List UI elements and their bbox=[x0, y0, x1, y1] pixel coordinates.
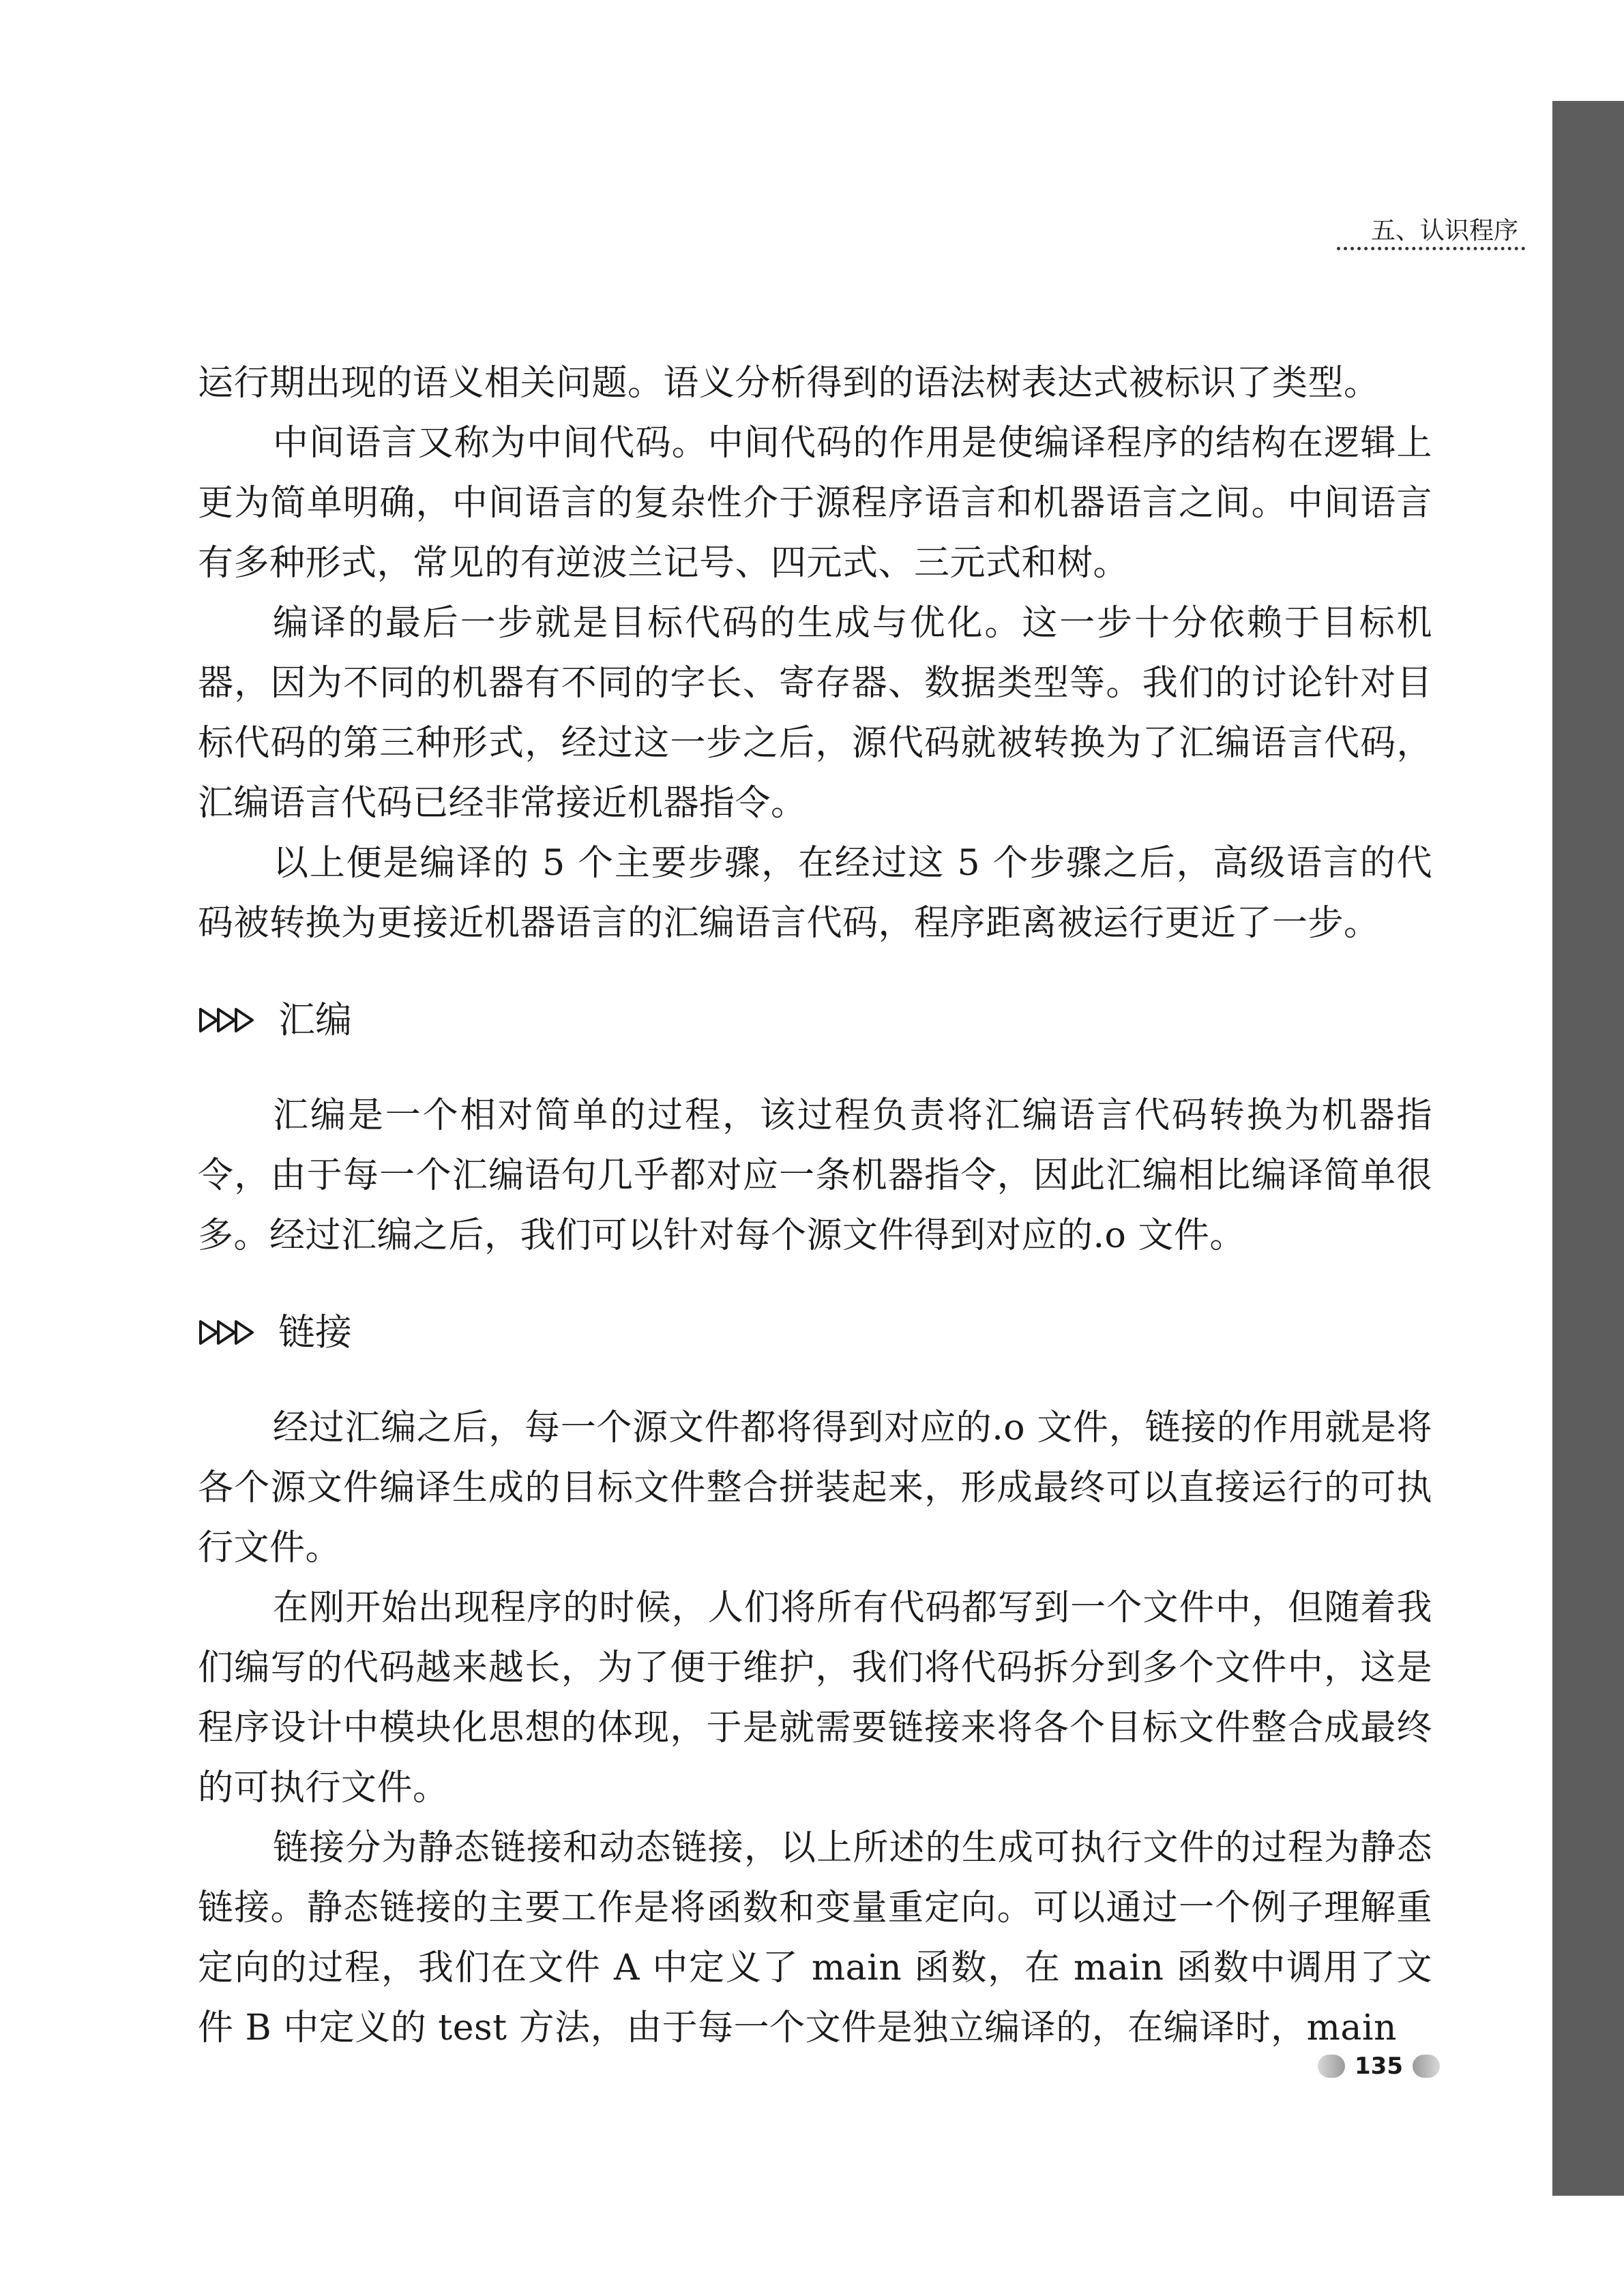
header-dotted-rule bbox=[1337, 247, 1525, 250]
section-heading-text: 链接 bbox=[278, 1311, 352, 1354]
page-number-text: 135 bbox=[1355, 2053, 1403, 2080]
chapter-header: 五、认识程序 bbox=[1370, 217, 1518, 245]
section-heading-linking bbox=[198, 1304, 1432, 1361]
paragraph: 运行期出现的语义相关问题。语义分析得到的语法树表达式被标识了类型。 bbox=[198, 363, 1380, 404]
paragraph: 链接分为静态链接和动态链接，以上所述的生成可执行文件的过程为静态链接。静态链接的主要工作是将函数和变量重定向。可以通过一个例子理解重定向的过程，我们在文件 A 中定义了 main 函数，在 main 函数中调用了文件 B 中定义的 test 方法，由于每一个文件是独立编译的，在编译时，main bbox=[198, 1828, 1432, 2048]
section-heading-assembly bbox=[198, 992, 1432, 1049]
page-number-left-pill-icon bbox=[1318, 2055, 1345, 2078]
paragraph: 以上便是编译的 5 个主要步骤，在经过这 5 个步骤之后，高级语言的代码被转换为更接近机器语言的汇编语言代码，程序距离被运行更近了一步。 bbox=[198, 843, 1432, 944]
page-number-right-pill-icon bbox=[1413, 2055, 1440, 2078]
paragraph: 在刚开始出现程序的时候，人们将所有代码都写到一个文件中，但随着我们编写的代码越来越长，为了便于维护，我们将代码拆分到多个文件中，这是程序设计中模块化思想的体现，于是就需要链接来将各个目标文件整合成最终的可执行文件。 bbox=[198, 1587, 1432, 1808]
triple-arrow-icon bbox=[198, 1319, 261, 1346]
paragraph: 汇编是一个相对简单的过程，该过程负责将汇编语言代码转换为机器指令，由于每一个汇编语句几乎都对应一条机器指令，因此汇编相比编译简单很多。经过汇编之后，我们可以针对每个源文件得到对应的.o 文件。 bbox=[198, 1095, 1432, 1256]
body-text bbox=[198, 353, 1432, 2058]
triple-arrow-icon bbox=[198, 1007, 261, 1034]
paragraph: 中间语言又称为中间代码。中间代码的作用是使编译程序的结构在逻辑上更为简单明确，中间语言的复杂性介于源程序语言和机器语言之间。中间语言有多种形式，常见的有逆波兰记号、四元式、三元式和树。 bbox=[198, 423, 1432, 584]
chapter-side-tab bbox=[1552, 101, 1624, 2196]
page-number bbox=[1318, 2053, 1440, 2080]
paragraph: 经过汇编之后，每一个源文件都将得到对应的.o 文件，链接的作用就是将各个源文件编译生成的目标文件整合拼装起来，形成最终可以直接运行的可执行文件。 bbox=[198, 1407, 1432, 1568]
paragraph: 编译的最后一步就是目标代码的生成与优化。这一步十分依赖于目标机器，因为不同的机器有不同的字长、寄存器、数据类型等。我们的讨论针对目标代码的第三种形式，经过这一步之后，源代码就被转换为了汇编语言代码，汇编语言代码已经非常接近机器指令。 bbox=[198, 603, 1432, 824]
section-heading-text: 汇编 bbox=[278, 998, 352, 1041]
